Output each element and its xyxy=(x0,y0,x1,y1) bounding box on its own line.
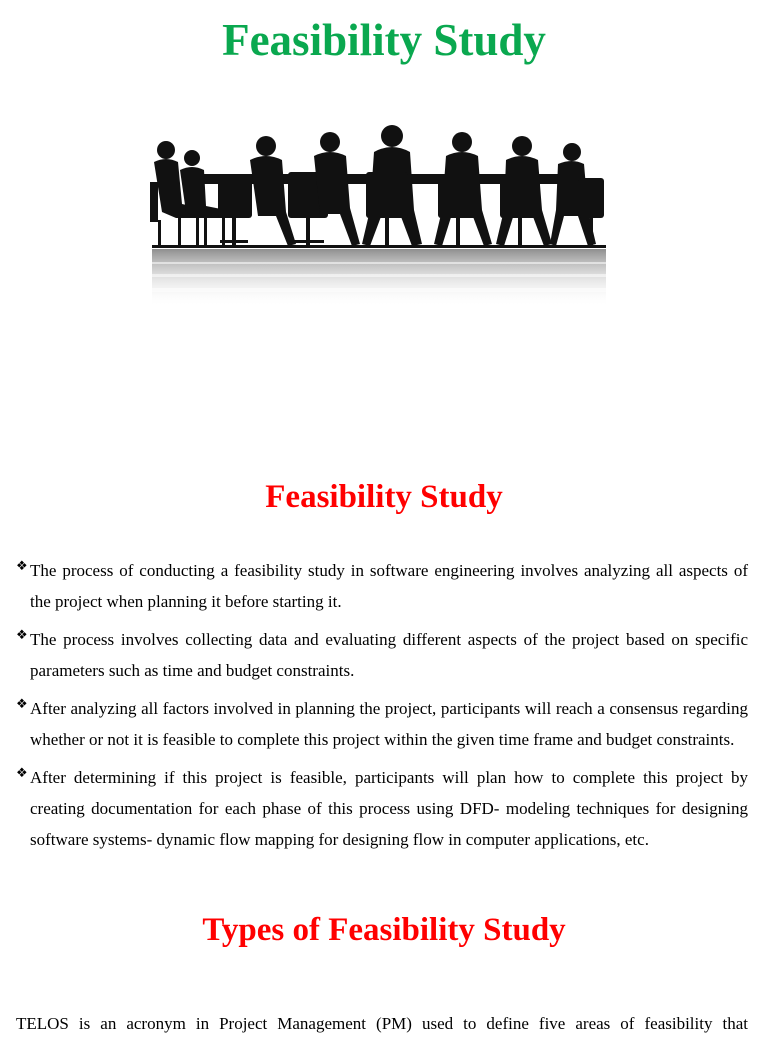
bullet-item xyxy=(16,762,748,855)
section-heading-types-of-feasibility-study: Types of Feasibility Study xyxy=(202,912,566,948)
diamond-bullet-icon: ❖ xyxy=(16,697,28,712)
telos-paragraph: TELOS is an acronym in Project Management (PM) used to define five areas of feasibility that xyxy=(16,1014,748,1033)
diamond-bullet-icon: ❖ xyxy=(16,628,28,643)
bullet-text: After analyzing all factors involved in planning the project, participants will reach a consensus regarding whether or not it is feasible to complete this project within the given time frame and budget constraints. xyxy=(30,699,748,749)
bullet-text: After determining if this project is feasible, participants will plan how to complete this project by creating documentation for each phase of this process using DFD- modeling techniques for designing software systems- dynamic flow mapping for designing flow in computer applications, etc. xyxy=(30,768,748,849)
bullet-text: The process of conducting a feasibility study in software engineering involves analyzing all aspects of the project when planning it before starting it. xyxy=(30,561,748,611)
diamond-bullet-icon: ❖ xyxy=(16,766,28,781)
bullet-item xyxy=(16,555,748,617)
bullet-text: The process involves collecting data and evaluating different aspects of the project based on specific parameters such as time and budget constraints. xyxy=(30,630,748,680)
page-title: Feasibility Study xyxy=(222,15,546,65)
bullet-item xyxy=(16,624,748,686)
bullet-item xyxy=(16,693,748,755)
section-heading-feasibility-study: Feasibility Study xyxy=(265,479,503,515)
diamond-bullet-icon: ❖ xyxy=(16,559,28,574)
business-meeting-silhouette-image xyxy=(148,112,610,312)
feasibility-bullet-list xyxy=(16,555,748,862)
